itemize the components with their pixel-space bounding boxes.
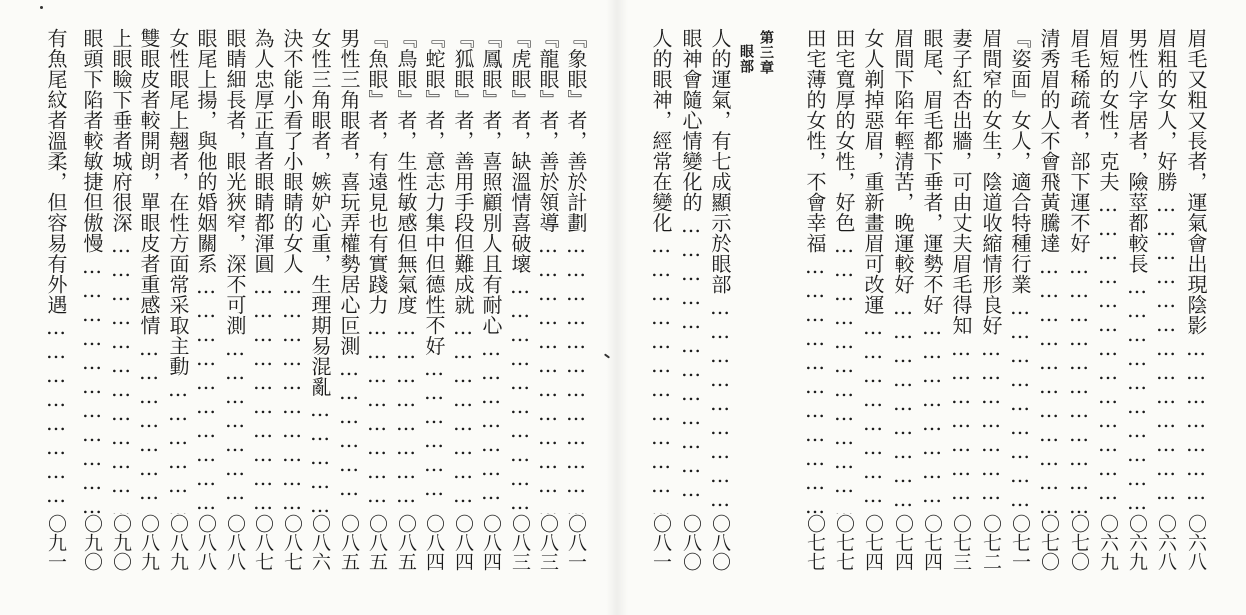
toc-entry-title: 眼尾上揚，與他的婚姻關系 …………………………………………………………………………………… — [194, 28, 218, 528]
toc-entry — [1096, 28, 1120, 588]
toc-entry-title: 田宅薄的女性，不會幸福 …………………………………………………………………………………… — [803, 28, 827, 528]
toc-entry-page: 〇八五 — [394, 514, 418, 588]
toc-entry — [394, 28, 418, 588]
toc-entry — [194, 28, 218, 588]
toc-entry-page: 〇八九 — [166, 514, 190, 588]
toc-entry-page: 〇八一 — [649, 514, 673, 588]
toc-entry-page: 〇八七 — [251, 514, 275, 588]
toc-entry-title: 清秀眉的人不會飛黃騰達 …………………………………………………………………………………… — [1037, 28, 1061, 528]
toc-entry-title: 決不能小看了小眼睛的女人 …………………………………………………………………………………… — [280, 28, 304, 528]
toc-entry-page: 〇七一 — [1008, 514, 1032, 588]
toc-entry-title: 妻子紅杏出牆，可由丈夫眉毛得知 …………………………………………………………………………………… — [949, 28, 973, 528]
toc-entry-page: 〇八八 — [223, 514, 247, 588]
toc-entry — [861, 28, 885, 588]
toc-entry — [649, 28, 673, 588]
toc-entry-page: 〇七四 — [861, 514, 885, 588]
toc-entry — [891, 28, 915, 588]
toc-entry — [1154, 28, 1178, 588]
toc-entry — [1067, 28, 1091, 588]
toc-entry-title: 女性眼尾上翹者，在性方面常采取主動 …………………………………………………………………………………… — [166, 28, 190, 528]
toc-entry-title: 眼尾、眉毛都下垂者，運勢不好 …………………………………………………………………………………… — [920, 28, 944, 528]
left-page — [0, 0, 610, 615]
toc-entry — [803, 28, 827, 588]
toc-entry-page: 〇六八 — [1154, 514, 1178, 588]
toc-entry-title: 人的眼神，經常在變化 …………………………………………………………………………………… — [649, 28, 673, 528]
toc-entry — [564, 28, 588, 588]
toc-entry-page: 〇八九 — [137, 514, 161, 588]
toc-entry — [166, 28, 190, 588]
toc-entry — [80, 28, 104, 588]
toc-entry — [137, 28, 161, 588]
toc-entry-page: 〇七三 — [949, 514, 973, 588]
toc-entry-page: 〇八四 — [422, 514, 446, 588]
toc-entry-title: 女人剃掉惡眉，重新畫眉可改運 …………………………………………………………………………………… — [861, 28, 885, 528]
toc-entry — [708, 28, 732, 588]
toc-entry — [479, 28, 503, 588]
toc-entry — [979, 28, 1003, 588]
toc-entry — [422, 28, 446, 588]
toc-entry — [832, 28, 856, 588]
toc-entry-title: 眉間窄的女生，陰道收縮情形良好 …………………………………………………………………………………… — [979, 28, 1003, 528]
toc-entry — [451, 28, 475, 588]
toc-entry-page: 〇六九 — [1125, 514, 1149, 588]
toc-entry-title: 眉間下陷年輕清苦，晚運較好 …………………………………………………………………………………… — [891, 28, 915, 528]
toc-entry-title: 人的運氣，有七成顯示於眼部 …………………………………………………………………………………… — [708, 28, 732, 528]
toc-entry-page: 〇八〇 — [708, 514, 732, 588]
toc-entry-title: 『蛇眼』者，意志力集中但德性不好 …………………………………………………………………………………… — [422, 28, 446, 528]
chapter-heading — [738, 30, 776, 75]
scan-speck — [40, 6, 43, 9]
toc-entry-page: 〇九〇 — [80, 514, 104, 588]
chapter-name: 眼部 — [738, 44, 754, 74]
toc-entry — [337, 28, 361, 588]
toc-entry — [949, 28, 973, 588]
toc-entry-title: 為人忠厚正直者眼睛都渾圓 …………………………………………………………………………………… — [251, 28, 275, 528]
toc-entry — [44, 28, 68, 588]
toc-entry-page: 〇六九 — [1096, 514, 1120, 588]
toc-entry-title: 眉短的女性，克夫 …………………………………………………………………………………… — [1096, 28, 1120, 528]
toc-entry-title: 女性三角眼者，嫉妒心重，生理期易混亂 …………………………………………………………………………………… — [308, 28, 332, 528]
toc-entry-page: 〇七七 — [832, 514, 856, 588]
toc-entry — [308, 28, 332, 588]
toc-entry-page: 〇八六 — [308, 514, 332, 588]
toc-entry — [536, 28, 560, 588]
toc-entry — [508, 28, 532, 588]
toc-entry-title: 眼睛細長者，眼光狹窄，深不可測 …………………………………………………………………………………… — [223, 28, 247, 528]
toc-entry-title: 『象眼』者，善於計劃 …………………………………………………………………………………… — [564, 28, 588, 528]
toc-entry-title: 『魚眼』者，有遠見也有實踐力 …………………………………………………………………………………… — [365, 28, 389, 528]
toc-entry — [1008, 28, 1032, 588]
toc-entry-page: 〇八三 — [536, 514, 560, 588]
toc-entry-title: 男性八字居者，險莖都較長 …………………………………………………………………………………… — [1125, 28, 1149, 528]
toc-entry-page: 〇八五 — [337, 514, 361, 588]
toc-entry-title: 『姿面』女人，適合特種行業 …………………………………………………………………………………… — [1008, 28, 1032, 528]
toc-entry-page: 〇八七 — [280, 514, 304, 588]
toc-entry-page: 〇七四 — [891, 514, 915, 588]
toc-entry-title: 眼頭下陷者較敏捷但傲慢 …………………………………………………………………………………… — [80, 28, 104, 528]
toc-entry-page: 〇七二 — [979, 514, 1003, 588]
toc-entry — [280, 28, 304, 588]
toc-entry-title: 眼神會隨心情變化的 …………………………………………………………………………………… — [679, 28, 703, 528]
toc-entry-title: 男性三角眼者，喜玩弄權勢居心叵測 …………………………………………………………………………………… — [337, 28, 361, 528]
chapter-label: 第三章 — [758, 30, 774, 75]
toc-entry-page: 〇八〇 — [679, 514, 703, 588]
toc-entry — [251, 28, 275, 588]
toc-entry — [920, 28, 944, 588]
toc-entry-page: 〇八四 — [479, 514, 503, 588]
toc-entry-title: 『狐眼』者，善用手段但難成就 …………………………………………………………………………………… — [451, 28, 475, 528]
toc-entry-title: 田宅寬厚的女性，好色 …………………………………………………………………………………… — [832, 28, 856, 528]
toc-entry-page: 〇六八 — [1184, 514, 1208, 588]
toc-entry-page: 〇七〇 — [1037, 514, 1061, 588]
toc-entry-page: 〇七七 — [803, 514, 827, 588]
toc-entry — [1037, 28, 1061, 588]
toc-entry-page: 〇八五 — [365, 514, 389, 588]
toc-entry-page: 〇七四 — [920, 514, 944, 588]
toc-entry-page: 〇八四 — [451, 514, 475, 588]
right-page — [624, 0, 1246, 615]
toc-entry-page: 〇九〇 — [109, 514, 133, 588]
toc-entry — [1125, 28, 1149, 588]
toc-entry — [223, 28, 247, 588]
toc-entry-title: 『龍眼』者，善於領導 …………………………………………………………………………………… — [536, 28, 560, 528]
toc-entry-page: 〇八八 — [194, 514, 218, 588]
toc-entry-title: 『鳳眼』者，喜照顧別人且有耐心 …………………………………………………………………………………… — [479, 28, 503, 528]
toc-entry-title: 眉毛稀疏者，部下運不好 …………………………………………………………………………………… — [1067, 28, 1091, 528]
toc-entry-title: 眉毛又粗又長者，運氣會出現陰影 …………………………………………………………………………………… — [1184, 28, 1208, 528]
toc-entry — [1184, 28, 1208, 588]
toc-entry-page: 〇八一 — [564, 514, 588, 588]
toc-entry-title: 『鳥眼』者，生性敏感但無氣度 …………………………………………………………………………………… — [394, 28, 418, 528]
toc-entry-title: 『虎眼』者，缺溫情喜破壞 …………………………………………………………………………………… — [508, 28, 532, 528]
toc-entry — [109, 28, 133, 588]
toc-entry-title: 眉粗的女人，好勝 …………………………………………………………………………………… — [1154, 28, 1178, 528]
toc-entry-page: 〇八三 — [508, 514, 532, 588]
toc-entry-title: 雙眼皮者較開朗，單眼皮者重感情 …………………………………………………………………………………… — [137, 28, 161, 528]
toc-entry-page: 〇九一 — [44, 514, 68, 588]
toc-entry-title: 有魚尾紋者溫柔，但容易有外遇 …………………………………………………………………………………… — [44, 28, 68, 528]
toc-entry-title: 上眼瞼下垂者城府很深 …………………………………………………………………………………… — [109, 28, 133, 528]
toc-entry-page: 〇七〇 — [1067, 514, 1091, 588]
toc-entry — [679, 28, 703, 588]
toc-entry — [365, 28, 389, 588]
